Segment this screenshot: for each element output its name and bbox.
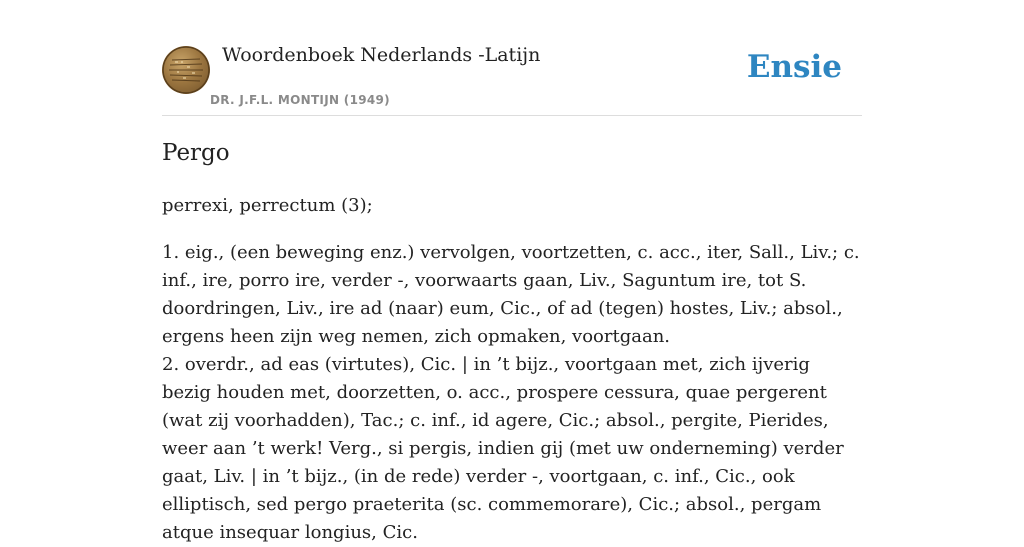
ensie-brand-link[interactable]: Ensie	[746, 49, 842, 85]
entry-forms: perrexi, perrectum (3);	[162, 195, 373, 216]
entry-body	[162, 192, 864, 547]
coin-logo-icon[interactable]	[162, 46, 210, 94]
entry-sense-2: 2. overdr., ad eas (virtutes), Cic. | in ’t bijz., voortgaan met, zich ijverig bezig houden met, doorzetten, o. acc., prospere cessura, quae pergerent (wat zij voorhadden), Tac.; c. inf., id agere, Cic.; absol., pergite, Pierides, weer aan ’t werk! Verg., si pergis, indien gij (met uw onderneming) verder gaat, Liv. | in ’t bijz., (in de rede) verder -, voortgaan, c. inf., Cic., ook elliptisch, sed pergo praeterita (sc. commemorare), Cic.; absol., pergam atque insequar longius, Cic.	[162, 354, 844, 543]
site-title[interactable]: Woordenboek Nederlands -Latijn	[222, 44, 541, 66]
site-header	[162, 0, 862, 116]
entry-title: Pergo	[162, 140, 230, 166]
page-container	[162, 0, 862, 543]
entry-sense-1: 1. eig., (een beweging enz.) vervolgen, voortzetten, c. acc., iter, Sall., Liv.; c. inf., ire, porro ire, verder -, voorwaarts gaan, Liv., Saguntum ire, tot S. doordringen, Liv., ire ad (naar) eum, Cic., of ad (tegen) hostes, Liv.; absol., ergens heen zijn weg nemen, zich opmaken, voortgaan.	[162, 242, 860, 347]
site-author: DR. J.F.L. MONTIJN (1949)	[210, 93, 390, 107]
